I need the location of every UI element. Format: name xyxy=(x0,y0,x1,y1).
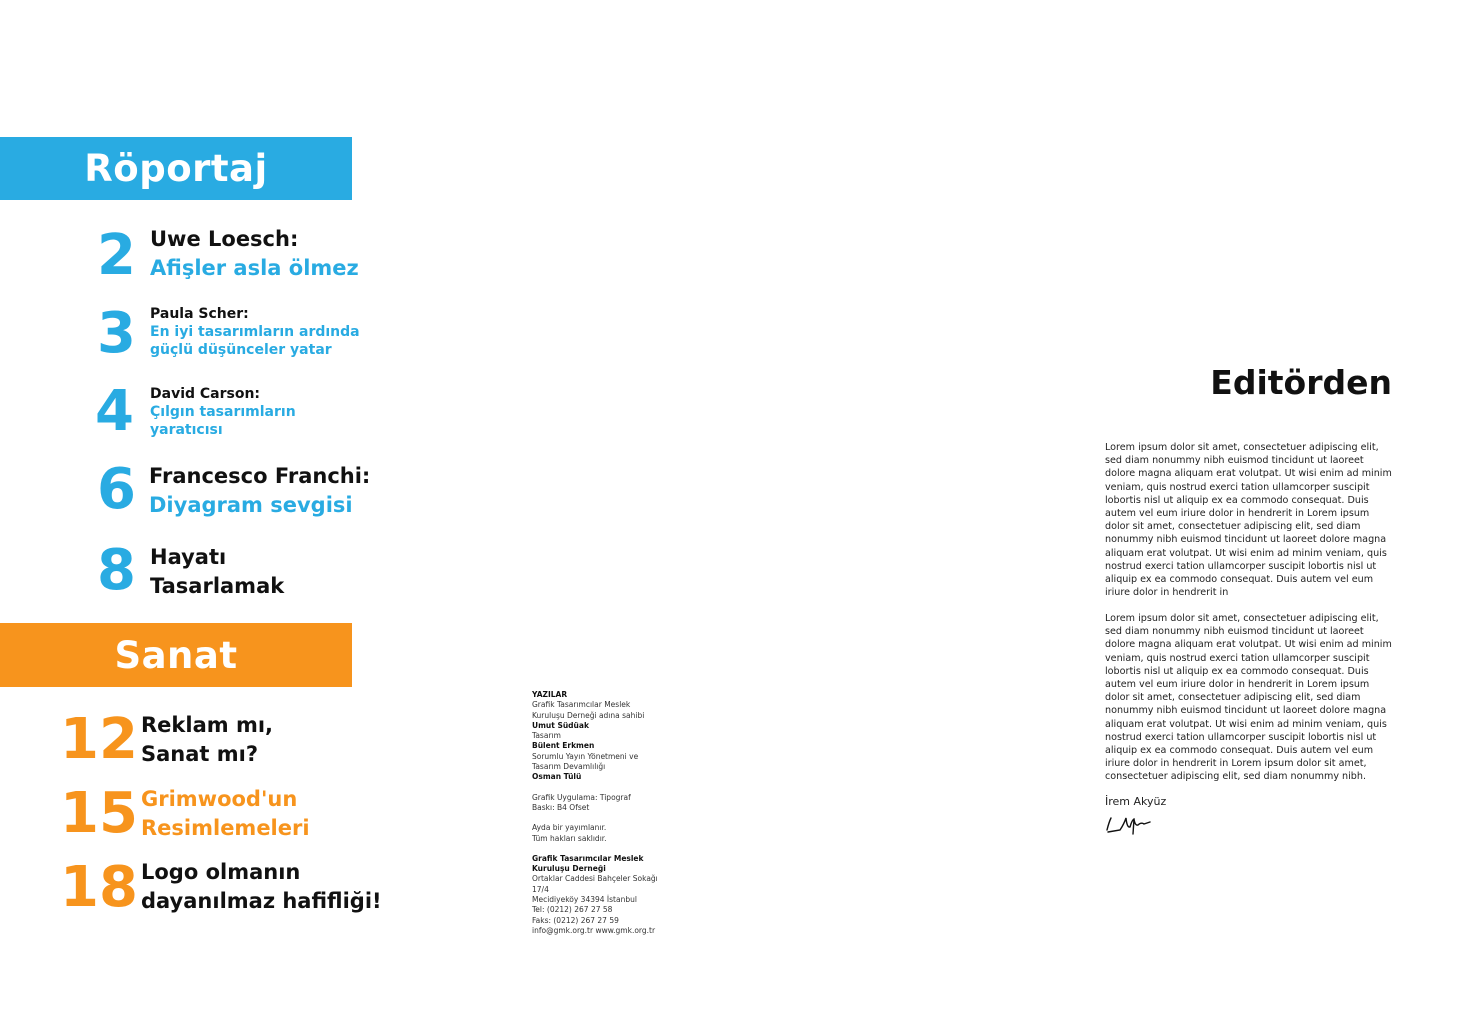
toc-entry-subtitle: Afişler asla ölmez xyxy=(150,256,359,280)
colophon xyxy=(532,690,672,936)
toc-entry-subtitle: Çılgın tasarımların xyxy=(150,404,296,420)
toc-entry-title: Grimwood'un xyxy=(141,787,298,811)
toc-page-number: 15 xyxy=(60,781,138,846)
colophon-line: Ortaklar Caddesi Bahçeler Sokağı xyxy=(532,874,658,884)
toc-entry-title: Paula Scher: xyxy=(150,306,249,322)
toc-entry[interactable] xyxy=(150,385,296,439)
toc-entry[interactable] xyxy=(150,305,360,359)
editor-paragraph: Lorem ipsum dolor sit amet, consectetuer adipiscing elit, sed diam nonummy nibh euismod tincidunt ut laoreet dolore magna aliquam erat volutpat. Ut wisi enim ad minim veniam, quis nostrud exerci tation ullamcorper suscipit lobortis nisl ut aliquip ex ea commodo consequat. Duis autem vel eum iriure dolor in hendrerit in Lorem ipsum dolor sit amet, consectetuer adipiscing elit, sed diam nonummy nibh euismod tincidunt ut laoreet dolore magna aliquam erat volutpat. Ut wisi enim ad minim veniam, quis nostrud exerci tation ullamcorper suscipit lobortis nisl ut aliquip ex ea commodo consequat. Duis autem vel eum iriure dolor in hendrerit in xyxy=(1105,442,1392,599)
toc-entry-title: David Carson: xyxy=(150,386,261,402)
toc-entry-subtitle: Diyagram sevgisi xyxy=(149,493,353,517)
toc-entry-subtitle: dayanılmaz hafifliği! xyxy=(141,889,382,913)
toc-page-number: 12 xyxy=(60,707,138,772)
toc-entry-title: Uwe Loesch: xyxy=(150,227,299,251)
colophon-line: Grafik Uygulama: Tipograf xyxy=(532,792,631,802)
colophon-line: Faks: (0212) 267 27 59 xyxy=(532,915,619,925)
colophon-heading: Grafik Tasarımcılar Meslek xyxy=(532,853,644,863)
colophon-line: Sorumlu Yayın Yönetmeni ve xyxy=(532,751,639,761)
toc-entry[interactable] xyxy=(141,711,273,769)
colophon-line: Tüm hakları saklıdır. xyxy=(532,833,607,843)
toc-entry-subtitle: En iyi tasarımların ardında xyxy=(150,324,360,340)
toc-entry[interactable] xyxy=(150,543,284,601)
signature-name: İrem Akyüz xyxy=(1105,795,1167,808)
colophon-line: Tasarım Devamlılığı xyxy=(532,762,606,772)
colophon-line: Ayda bir yayımlanır. xyxy=(532,823,607,833)
colophon-heading: YAZILAR xyxy=(532,690,568,699)
colophon-line: Tel: (0212) 267 27 58 xyxy=(532,905,613,915)
section-header-sanat: Sanat xyxy=(0,623,352,687)
section-header-roportaj: Röportaj xyxy=(0,137,352,200)
colophon-name: Bülent Erkmen xyxy=(532,741,595,751)
toc-page-number: 8 xyxy=(97,538,136,603)
toc-entry-subtitle: güçlü düşünceler yatar xyxy=(150,342,332,358)
colophon-link[interactable]: info@gmk.org.tr www.gmk.org.tr xyxy=(532,925,656,935)
colophon-line: Kuruluşu Derneği adına sahibi xyxy=(532,710,645,720)
colophon-name: Umut Südüak xyxy=(532,720,589,730)
toc-page-number: 2 xyxy=(97,223,136,288)
toc-page-number: 4 xyxy=(95,379,134,444)
toc-page-number: 6 xyxy=(97,457,136,522)
toc-page-number: 3 xyxy=(97,301,136,366)
colophon-heading: Kuruluşu Derneği xyxy=(532,864,606,874)
toc-entry-subtitle: yaratıcısı xyxy=(150,422,223,438)
colophon-line: Tasarım xyxy=(532,731,561,741)
toc-page-number: 18 xyxy=(60,855,138,920)
toc-entry-subtitle: Sanat mı? xyxy=(141,742,259,766)
toc-entry[interactable] xyxy=(141,785,310,843)
toc-entry[interactable] xyxy=(141,858,382,916)
toc-entry-title: Hayatı xyxy=(150,545,227,569)
signature-icon xyxy=(1104,810,1154,838)
toc-entry[interactable] xyxy=(149,462,370,520)
colophon-line: 17/4 xyxy=(532,884,549,894)
editor-paragraph: Lorem ipsum dolor sit amet, consectetuer adipiscing elit, sed diam nonummy nibh euismod tincidunt ut laoreet dolore magna aliquam erat volutpat. Ut wisi enim ad minim veniam, quis nostrud exerci tation ullamcorper suscipit lobortis nisl ut aliquip ex ea commodo consequat. Duis autem vel eum iriure dolor in hendrerit in Lorem ipsum dolor sit amet, consectetuer adipiscing elit, sed diam nonummy nibh euismod tincidunt ut laoreet dolore magna aliquam erat volutpat. Ut wisi enim ad minim veniam, quis nostrud exerci tation ullamcorper suscipit lobortis nisl ut aliquip ex ea commodo consequat. Duis autem vel eum iriure dolor in hendrerit in Lorem ipsum dolor sit amet, consectetuer adipiscing elit, sed diam nonummy nibh. xyxy=(1105,613,1392,783)
toc-entry[interactable] xyxy=(150,225,359,283)
toc-entry-subtitle: Tasarlamak xyxy=(150,574,285,598)
colophon-line: Baskı: B4 Ofset xyxy=(532,802,590,812)
colophon-line: Grafik Tasarımcılar Meslek xyxy=(532,700,631,710)
editor-title: Editörden xyxy=(1210,363,1392,402)
colophon-name: Osman Tülü xyxy=(532,772,582,782)
toc-entry-title: Reklam mı, xyxy=(141,713,273,737)
toc-entry-title: Logo olmanın xyxy=(141,860,301,884)
toc-entry-title: Francesco Franchi: xyxy=(149,464,371,488)
colophon-line: Mecidiyeköy 34394 İstanbul xyxy=(532,895,637,905)
toc-entry-subtitle: Resimlemeleri xyxy=(141,816,310,840)
